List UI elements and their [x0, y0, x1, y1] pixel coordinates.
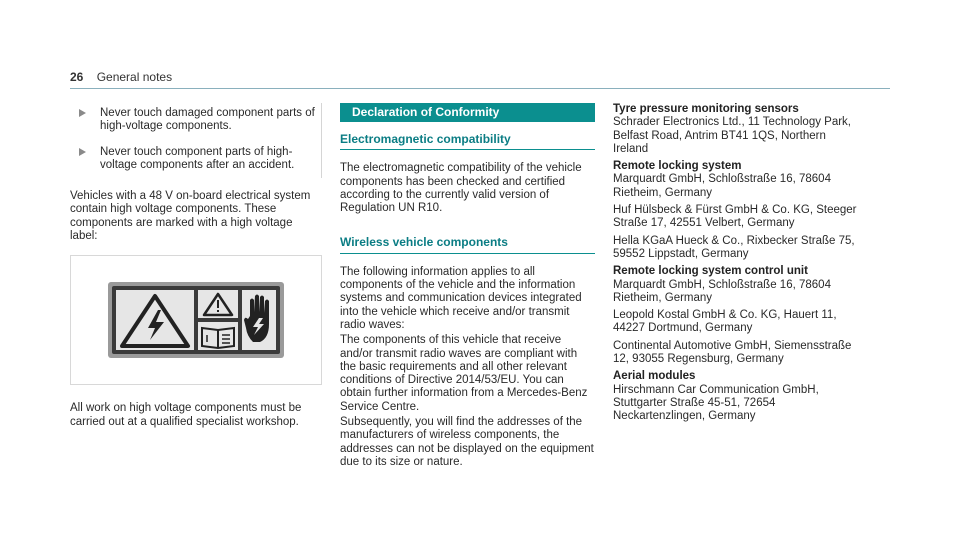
declaration-heading: Declaration of Conformity: [340, 103, 595, 122]
control-unit-address: Continental Automotive GmbH, Siemensstraße 12, 93055 Regensburg, Germany: [613, 339, 852, 366]
control-unit-block: [613, 265, 863, 366]
warning-bullet-list: [70, 103, 322, 178]
remote-locking-address: Hella KGaA Hueck & Co., Rixbecker Straße 75, 59552 Lippstadt, Germany: [613, 234, 855, 260]
tpms-address: Schrader Electronics Ltd., 11 Technology Park, Belfast Road, Antrim BT41 1QS, Northern Ireland: [613, 116, 852, 155]
bullet-arrow-icon: [79, 148, 86, 156]
remote-locking-address: Huf Hülsbeck & Fürst GmbH & Co. KG, Steeger Straße 17, 42551 Velbert, Germany: [613, 204, 857, 230]
section-title: General notes: [96, 70, 173, 84]
aerial-block: [613, 370, 863, 423]
wireless-paragraph-3: Subsequently, you will find the addresses of the manufacturers of wireless components, the addresses can not be displayed on the equipment due to its size or nature.: [340, 416, 594, 468]
control-unit-address: Leopold Kostal GmbH & Co. KG, Hauert 11, 44227 Dortmund, Germany: [613, 309, 837, 335]
remote-locking-address: Marquardt GmbH, Schloßstraße 16, 78604 Rietheim, Germany: [613, 173, 831, 199]
bullet-text: Never touch component parts of high-voltage components after an accident.: [100, 145, 295, 171]
page-number: 26: [70, 70, 84, 84]
outro-paragraph: All work on high voltage components must be carried out at a qualified specialist workshop.: [70, 402, 302, 428]
right-column: [613, 103, 863, 424]
wireless-paragraph-2: The components of this vehicle that receive and/or transmit radio waves are compliant with the basic requirements and all other relevant conditions of Directive 2014/53/EU. You can obtain further information from a Mercedes-Benz Service Centre.: [340, 334, 588, 413]
intro-paragraph: Vehicles with a 48 V on-board electrical system contain high voltage components. These components are marked with a high voltage label:: [70, 190, 311, 243]
middle-column: [340, 103, 595, 469]
wireless-paragraph-1: The following information applies to all components of the vehicle and the information systems and communication devices integrated into the vehicle which receive and/or transmit radio waves:: [340, 265, 582, 331]
control-unit-heading: Remote locking system control unit: [613, 265, 808, 278]
page-header: [70, 70, 172, 84]
aerial-address: Hirschmann Car Communication GmbH, Stuttgarter Straße 45-51, 72654 Neckartenzlingen, Germany: [613, 383, 819, 423]
emc-paragraph: The electromagnetic compatibility of the vehicle components has been checked and certified according to the currently valid version of Regulation UN R10.: [340, 162, 582, 215]
tpms-heading: Tyre pressure monitoring sensors: [613, 103, 799, 115]
aerial-heading: Aerial modules: [613, 370, 696, 383]
tpms-block: [613, 103, 863, 156]
control-unit-address: Marquardt GmbH, Schloßstraße 16, 78604 Rietheim, Germany: [613, 278, 831, 304]
bullet-arrow-icon: [79, 109, 86, 117]
remote-locking-heading: Remote locking system: [613, 160, 742, 173]
remote-locking-block: [613, 160, 863, 261]
header-divider: [70, 88, 890, 89]
left-column: [70, 103, 322, 429]
wireless-heading: Wireless vehicle components: [340, 236, 595, 253]
high-voltage-warning-label-icon: [108, 282, 284, 358]
high-voltage-label-figure: [70, 255, 322, 385]
emc-heading: Electromagnetic compatibility: [340, 133, 595, 150]
bullet-text: Never touch damaged component parts of high-voltage components.: [100, 107, 315, 133]
list-item: [70, 107, 321, 134]
list-item: [70, 146, 321, 173]
